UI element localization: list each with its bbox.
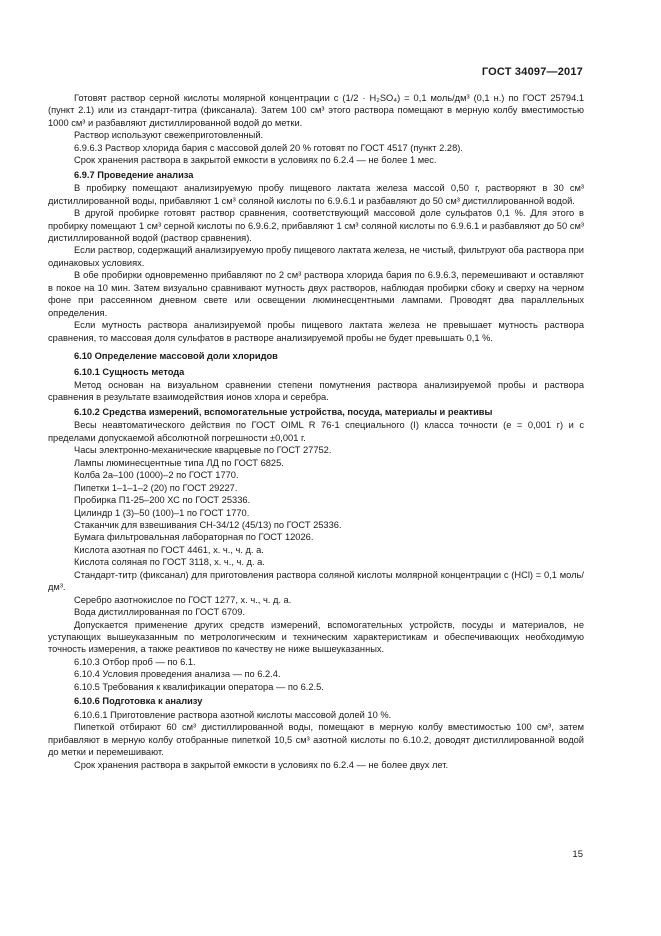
paragraph: Стаканчик для взвешивания СН-34/12 (45/13) по ГОСТ 25336. (74, 519, 342, 530)
paragraph: 6.10.6.1 Приготовление раствора азотной кислоты массовой долей 10 %. (74, 709, 392, 720)
paragraph: Если раствор, содержащий анализируемую пробу пищевого лактата железа, не чистый, фильтруют оба раствора при одинаковых условиях. (48, 245, 584, 268)
paragraph: Вода дистиллированная по ГОСТ 6709. (74, 607, 245, 618)
paragraph: Кислота азотная по ГОСТ 4461, х. ч., ч. д. а. (74, 544, 264, 555)
section-heading: 6.10 Определение массовой доли хлоридов (74, 351, 278, 362)
paragraph: Допускается применение других средств измерений, вспомогательных устройств, посуды и материалов, не уступающих вышеуказанным по метрологическим и техническим характеристикам и обеспечивающих необходимую точность измерения, а также реактивов по качеству не ниже вышеуказанных. (48, 619, 584, 655)
paragraph: Метод основан на визуальном сравнении степени помутнения раствора анализируемой пробы и раствора сравнения в результате взаимодействия ионов хлора и серебра. (48, 379, 584, 403)
document-header: ГОСТ 34097—2017 (481, 66, 583, 78)
paragraph: Если мутность раствора анализируемой пробы пищевого лактата железа не превышает мутность раствора сравнения, то массовая доля сульфатов в растворе анализируемой пробы не будет превышать 0,1 %. (48, 320, 584, 343)
section-heading: 6.9.7 Проведение анализа (74, 169, 194, 180)
paragraph: Колба 2а–100 (1000)–2 по ГОСТ 1770. (74, 470, 239, 481)
paragraph: Бумага фильтровальная лабораторная по ГОСТ 12026. (74, 532, 314, 543)
section-heading: 6.10.2 Средства измерений, вспомогательные устройства, посуда, материалы и реактивы (74, 406, 493, 417)
paragraph: Пипеткой отбирают 60 см³ дистиллированной воды, помещают в мерную колбу вместимостью 100 см³, затем прибавляют в мерную колбу отобранные пипеткой 10,5 см³ азотной кислоты по 6.10.2, доводят дистиллированной водой до метки и перемешивают. (48, 722, 584, 758)
document-body (48, 92, 584, 771)
paragraph: В пробирку помещают анализируемую пробу пищевого лактата железа массой 0,50 г, растворяют в 30 см³ дистиллированной воды, прибавляют 1 см³ соляной кислоты по 6.9.6.1 и разбавляют до 50 см³ дистиллированной водой. (48, 183, 584, 206)
section-heading: 6.10.6 Подготовка к анализу (74, 696, 203, 707)
paragraph: Серебро азотнокислое по ГОСТ 1277, х. ч., ч. д. а. (74, 594, 292, 605)
paragraph: Цилиндр 1 (3)–50 (100)–1 по ГОСТ 1770. (74, 507, 250, 518)
paragraph: Пробирка П1-25–200 ХС по ГОСТ 25336. (74, 495, 251, 506)
paragraph: Кислота соляная по ГОСТ 3118, х. ч., ч. д. а. (74, 557, 265, 568)
section-heading: 6.10.1 Сущность метода (74, 366, 185, 377)
paragraph: В обе пробирки одновременно прибавляют по 2 см³ раствора хлорида бария по 6.9.6.3, перемешивают и оставляют в покое на 10 мин. Затем визуально сравнивают мутность двух растворов, наблюдая пробирки сбоку и сверху на черном фоне при рассеянном дневном свете или освещении люминесцентными лампами. Проводят два параллельных определения. (48, 270, 584, 318)
paragraph: 6.10.5 Требования к квалификации оператора — по 6.2.5. (74, 681, 324, 692)
paragraph: Пипетки 1–1–1–2 (20) по ГОСТ 29227. (74, 482, 238, 493)
paragraph: Срок хранения раствора в закрытой емкости в условиях по 6.2.4 — не более двух лет. (74, 759, 449, 770)
paragraph: 6.9.6.3 Раствор хлорида бария с массовой долей 20 % готовят по ГОСТ 4517 (пункт 2.28). (74, 142, 463, 153)
page-number: 15 (572, 849, 583, 860)
paragraph: Лампы люминесцентные типа ЛД по ГОСТ 6825. (74, 457, 284, 468)
paragraph: Раствор используют свежеприготовленный. (74, 130, 264, 141)
paragraph: 6.10.3 Отбор проб — по 6.1. (74, 656, 196, 667)
paragraph: В другой пробирке готовят раствор сравнения, соответствующий массовой доле сульфатов 0,1 %. Для этого в пробирку помещают 1 см³ серной кислоты по 6.9.6.2, прибавляют 1 см³ соляной кислоты по 6.9.6.1 и разбавляют до 50 см³ дистиллированной водой (раствор сравнения). (48, 208, 584, 243)
paragraph: Часы электронно-механические кварцевые по ГОСТ 27752. (74, 445, 332, 456)
paragraph: Срок хранения раствора в закрытой емкости в условиях по 6.2.4 — не более 1 мес. (74, 155, 437, 166)
paragraph: 6.10.4 Условия проведения анализа — по 6.2.4. (74, 669, 281, 680)
paragraph: Стандарт-титр (фиксанал) для приготовления раствора соляной кислоты молярной концентрации c (HCl) = 0,1 моль/дм³. (48, 569, 584, 593)
paragraph: Весы неавтоматического действия по ГОСТ OIML R 76-1 специального (I) класса точности (e = 0,001 г) и с пределами допускаемой абсолютной погрешности ±0,001 г. (48, 420, 584, 443)
paragraph: Готовят раствор серной кислоты молярной концентрации c (1/2 · H₂SO₄) = 0,1 моль/дм³ (0,1 н.) по ГОСТ 25794.1 (пункт 2.1) или из стандарт-титра (фиксанала). Затем 100 см³ этого раствора помещают в мерную колбу вместимостью 1000 см³ и разбавляют дистиллированной водой до метки. (48, 93, 584, 128)
